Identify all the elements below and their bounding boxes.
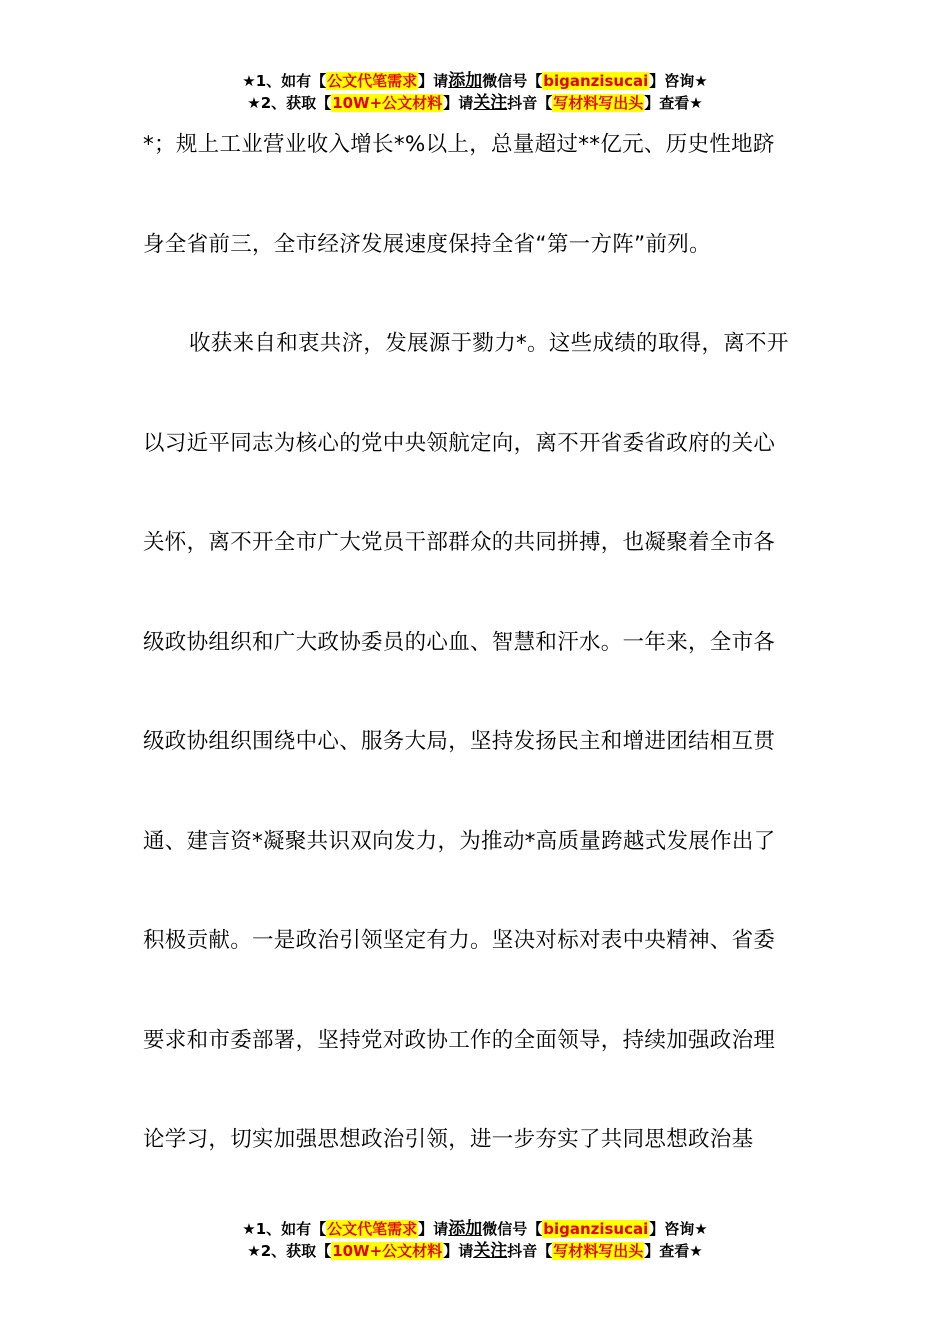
banner-text: 抖音【: [507, 1242, 553, 1260]
footer-banner: [0, 1218, 950, 1262]
body-line: *；规上工业营业收入增长*%以上，总量超过**亿元、历史性地跻: [143, 132, 775, 157]
highlight-text: 10W+公文材料: [332, 1242, 443, 1260]
underlined-text: 添加: [448, 71, 483, 91]
highlight-text: 公文代笔需求: [327, 1220, 418, 1238]
banner-text: 微信号【: [482, 72, 543, 90]
banner-text: ★2、获取【: [247, 1242, 332, 1260]
banner-line-1: [0, 1218, 950, 1240]
banner-line-2: [0, 92, 950, 114]
highlight-text: biganzisucai: [543, 72, 649, 90]
banner-text: ★1、如有【: [242, 72, 327, 90]
highlight-text: 写材料写出头: [553, 1242, 644, 1260]
banner-line-2: [0, 1240, 950, 1262]
body-line: 要求和市委部署，坚持党对政协工作的全面领导，持续加强政治理: [143, 1027, 776, 1053]
body-line: 级政协组织围绕中心、服务大局，坚持发扬民主和增进团结相互贯: [143, 729, 776, 754]
highlight-text: 公文代笔需求: [327, 72, 418, 90]
banner-text: 】咨询★: [649, 72, 708, 90]
body-line: 以习近平同志为核心的党中央领航定向，离不开省委省政府的关心: [143, 430, 776, 456]
banner-text: 】请: [418, 72, 449, 90]
document-body: [143, 130, 813, 1225]
banner-text: ★2、获取【: [247, 94, 332, 112]
banner-text: 】咨询★: [649, 1220, 708, 1238]
underlined-text: 关注: [473, 93, 508, 113]
banner-text: 】查看★: [644, 94, 703, 112]
underlined-text: 添加: [448, 1219, 483, 1239]
body-line: 积极贡献。一是政治引领坚定有力。坚决对标对表中央精神、省委: [143, 928, 776, 953]
banner-text: 】请: [418, 1220, 449, 1238]
banner-text: 】请: [443, 1242, 474, 1260]
banner-text: 微信号【: [482, 1220, 543, 1238]
banner-text: 抖音【: [507, 94, 553, 112]
banner-text: ★1、如有【: [242, 1220, 327, 1238]
body-line: 关怀，离不开全市广大党员干部群众的共同拼搏，也凝聚着全市各: [143, 530, 776, 555]
banner-text: 】请: [443, 94, 474, 112]
header-banner: [0, 70, 950, 114]
highlight-text: 写材料写出头: [553, 94, 644, 112]
body-line: 通、建言资*凝聚共识双向发力，为推动*高质量跨越式发展作出了: [143, 828, 776, 854]
body-line: 身全省前三，全市经济发展速度保持全省“第一方阵”前列。: [143, 231, 711, 257]
body-line: 级政协组织和广大政协委员的心血、智慧和汗水。一年来，全市各: [143, 629, 776, 655]
highlight-text: biganzisucai: [543, 1220, 649, 1238]
banner-line-1: [0, 70, 950, 92]
underlined-text: 关注: [473, 1241, 508, 1261]
banner-text: 】查看★: [644, 1242, 703, 1260]
paragraph-start-line: 收获来自和衷共济，发展源于勠力*。这些成绩的取得，离不开: [189, 331, 789, 356]
highlight-text: 10W+公文材料: [332, 94, 443, 112]
body-line: 论学习，切实加强思想政治引领，进一步夯实了共同思想政治基: [143, 1127, 754, 1152]
